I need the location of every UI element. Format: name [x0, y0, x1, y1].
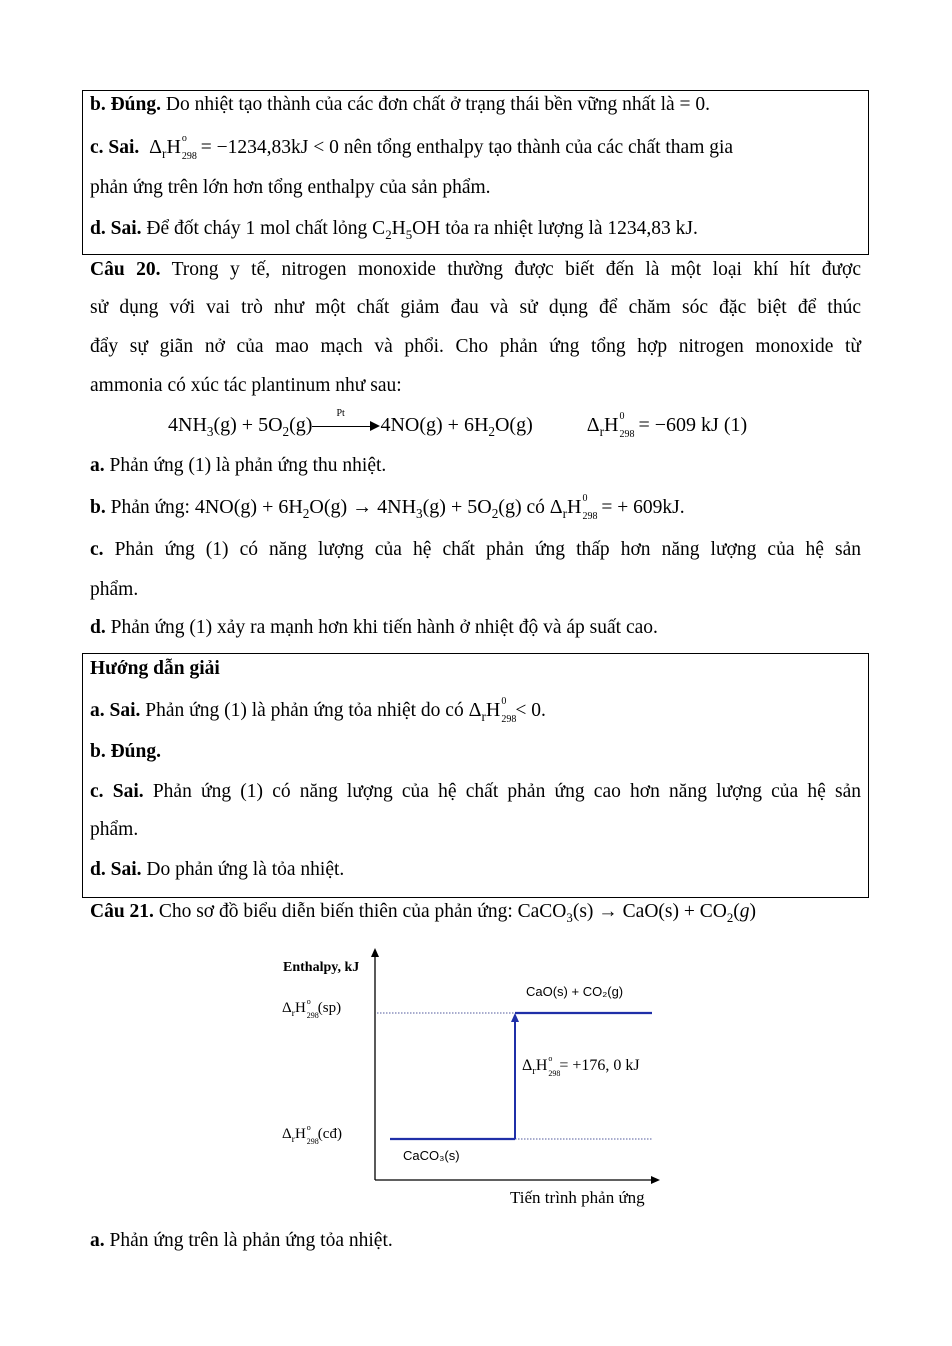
- box1-line-b: [90, 94, 710, 116]
- box2-title-text: Hướng dẫn giải: [90, 658, 220, 679]
- box2-d-label: d. Sai.: [90, 859, 142, 880]
- x-axis-arrowhead: [651, 1176, 660, 1184]
- q20-option-a: [90, 455, 386, 477]
- box2-line-c2: phẩm.: [90, 819, 139, 840]
- box2-a-label: a. Sai.: [90, 700, 141, 721]
- q21-text: Cho sơ đồ biểu diễn biến thiên của phản ứng: CaCO: [153, 901, 567, 922]
- q20-line4: ammonia có xúc tác plantinum như sau:: [90, 375, 402, 396]
- product-level-label: $\Delta_rH$ o 298 (sp): [282, 997, 342, 1020]
- box1-d-label: d. Sai.: [90, 218, 142, 239]
- reactant-level-label: $\Delta_rH$ o 298 (cđ): [282, 1123, 342, 1146]
- box2-c-label: c. Sai.: [90, 781, 144, 802]
- q21-a-label: a.: [90, 1230, 105, 1251]
- q20-b-text: Phản ứng:: [105, 497, 190, 518]
- box2-line-d: [90, 859, 344, 881]
- catalyst-label: Pt: [336, 408, 345, 420]
- box1-d-text-post: OH tỏa ra nhiệt lượng là 1234,83 kJ.: [412, 218, 698, 239]
- box2-line-b: [90, 741, 161, 763]
- q20-option-b: b. Phản ứng: $4NO(g) + 6H_2O(g) \to 4NH_3(g) + 5O_2(g)$ có $\Delta_rH$ 0 298 = + 609kJ.: [90, 493, 685, 522]
- box1-b-text: Do nhiệt tạo thành của các đơn chất ở trạng thái bền vững nhất là = 0.: [161, 94, 711, 115]
- q20-line2: sử dụng với vai trò như một chất giảm đau và sử dụng để chăm sóc đặc biệt để thúc: [90, 297, 861, 318]
- q20-a-label: a.: [90, 455, 105, 476]
- reactant-level-suffix: (cđ): [317, 1126, 342, 1142]
- q20-d-text: Phản ứng (1) xảy ra mạnh hơn khi tiến hành ở nhiệt độ và áp suất cao.: [105, 617, 658, 638]
- box1-c-label: c. Sai.: [90, 137, 140, 158]
- enthalpy-diagram: [260, 940, 680, 1220]
- y-axis-arrowhead: [371, 948, 379, 957]
- product-label: CaO(s) + CO₂(g): [526, 984, 624, 999]
- box1-b-label: b. Đúng.: [90, 94, 161, 115]
- box2-d-text: Do phản ứng là tỏa nhiệt.: [141, 859, 345, 880]
- catalyst-arrow: [312, 408, 380, 433]
- y-axis-title: Enthalpy, kJ: [283, 960, 360, 975]
- q20-d-label: d.: [90, 617, 106, 638]
- q20-b-value: = + 609kJ.: [601, 497, 685, 518]
- box1-line-c: [90, 133, 734, 162]
- enthalpy-diagram-svg: [260, 940, 680, 1220]
- q20-option-d: [90, 617, 658, 639]
- q21-option-a: [90, 1230, 393, 1252]
- q21-label: Câu 21.: [90, 901, 154, 922]
- box1-c-text: nên tổng enthalpy tạo thành của các chất tham gia: [343, 137, 734, 158]
- q20-option-c2: phẩm.: [90, 579, 139, 600]
- box2-title: [90, 658, 220, 680]
- x-axis-title: Tiến trình phản ứng: [510, 1188, 645, 1207]
- box2-line-a: a. Sai. Phản ứng (1) là phản ứng tỏa nhiệt do có $\Delta_rH$ 0 298 < 0.: [90, 696, 546, 725]
- delta-h-label: $\Delta_rH$ o 298 = +176, 0 kJ: [522, 1054, 640, 1078]
- box2-b-label: b. Đúng.: [90, 741, 161, 762]
- box2-c-text: Phản ứng (1) có năng lượng của hệ chất phản ứng cao hơn năng lượng của hệ sản: [143, 781, 861, 802]
- q20-line3: đẩy sự giãn nở của mao mạch và phổi. Cho phản ứng tổng hợp nitrogen monoxide từ: [90, 336, 861, 357]
- q20-line1: [90, 259, 861, 281]
- box1-d-text-pre: Để đốt cháy 1 mol chất lỏng C: [141, 218, 386, 239]
- box1-c-formula: = −1234,83kJ < 0: [200, 137, 339, 158]
- box1-line-c2: phản ứng trên lớn hơn tổng enthalpy của sản phẩm.: [90, 177, 491, 198]
- q20-reaction-value: = −609 kJ (1): [638, 414, 748, 436]
- delta-h-symbol: $\Delta_rH$ o 298: [144, 133, 197, 162]
- q20-c-text: Phản ứng (1) có năng lượng của hệ chất phản ứng thấp hơn năng lượng của hệ sản: [103, 539, 861, 560]
- q20-c-label: c.: [90, 539, 104, 560]
- delta-h-value: = +176, 0 kJ: [559, 1057, 640, 1074]
- q21-text-mid1: (s) → CaO(s) + CO: [572, 901, 727, 922]
- box2-a-text: Phản ứng (1) là phản ứng tỏa nhiệt do có: [140, 700, 469, 721]
- q21-a-text: Phản ứng trên là phản ứng tỏa nhiệt.: [104, 1230, 393, 1251]
- q20-reaction-equation: $4NH_3(g) + 5O_2(g)$ Pt $4NO(g) + 6H_2O(g)$ $\Delta_rH$ 0 298 = −609 kJ (1): [168, 408, 748, 440]
- box2-a-tail: < 0.: [515, 700, 546, 721]
- q20-label: Câu 20.: [90, 259, 161, 280]
- delta-h-arrowhead: [511, 1013, 519, 1022]
- product-level-suffix: (sp): [317, 1000, 342, 1016]
- q20-option-c: [90, 539, 861, 561]
- q20-line1-text: Trong y tế, nitrogen monoxide thường được biết đến là một loại khí hít được: [160, 259, 861, 280]
- q20-a-text: Phản ứng (1) là phản ứng thu nhiệt.: [104, 455, 387, 476]
- box1-line-d: d. Sai. Để đốt cháy 1 mol chất lỏng $C_2H_5OH$ tỏa ra nhiệt lượng là 1234,83 kJ.: [90, 218, 698, 242]
- box2-line-c: [90, 781, 861, 803]
- reactant-label: CaCO₃(s): [403, 1148, 460, 1163]
- q21-line1: Câu 21. Cho sơ đồ biểu diễn biến thiên của phản ứng: CaCO$_3$(s) → $CaO(s) + CO_2(g)$: [90, 901, 756, 925]
- q20-b-co: có: [521, 497, 550, 518]
- q20-b-label: b.: [90, 497, 106, 518]
